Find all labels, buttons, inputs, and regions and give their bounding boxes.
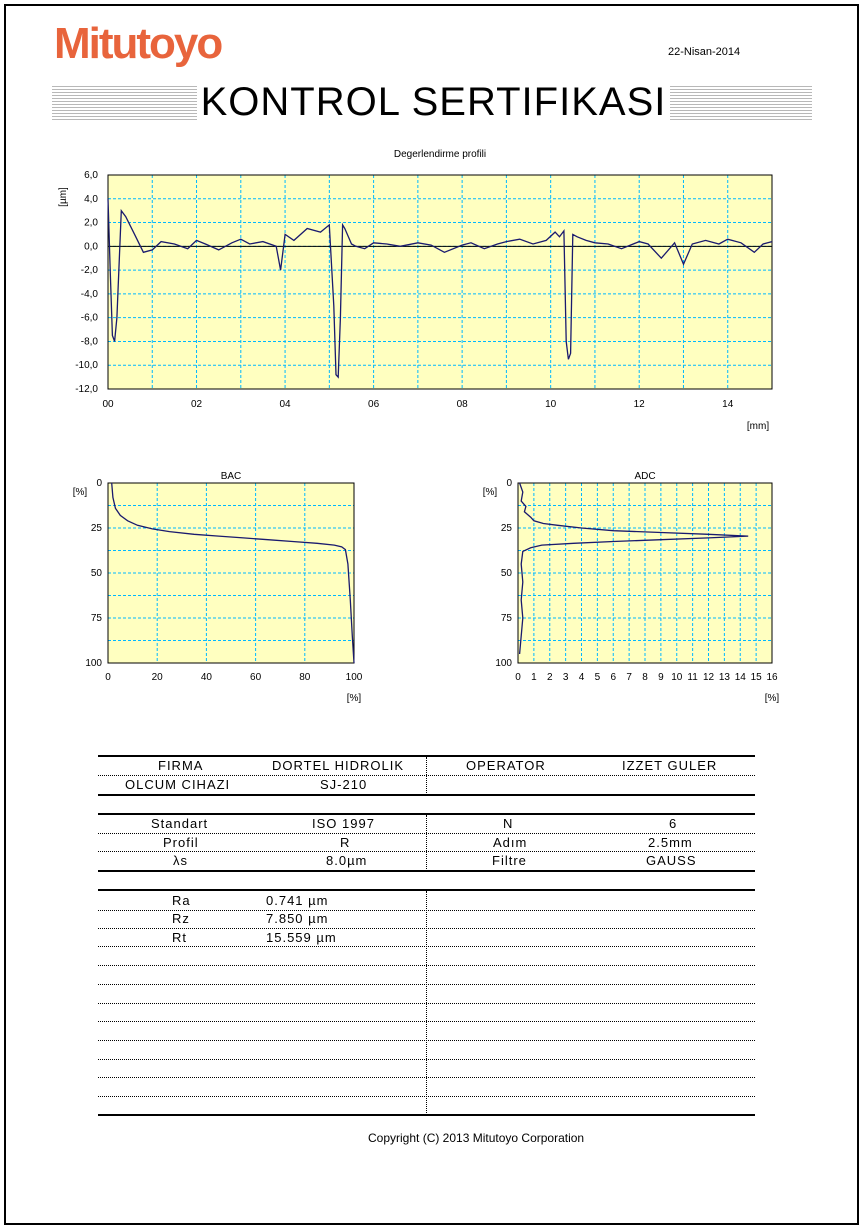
y-tick-label: 100 bbox=[495, 658, 512, 669]
y-tick-label: -6,0 bbox=[80, 312, 98, 324]
lambda-s-label: λs bbox=[173, 853, 188, 868]
chart-title: ADC bbox=[634, 471, 656, 482]
y-tick-label: 50 bbox=[90, 568, 102, 579]
profile-label: Profil bbox=[163, 835, 199, 850]
x-tick-label: 7 bbox=[626, 672, 632, 683]
operator-label: OPERATOR bbox=[466, 758, 546, 773]
x-tick-label: 00 bbox=[102, 399, 114, 410]
x-tick-label: 1 bbox=[531, 672, 537, 683]
copyright-text: Copyright (C) 2013 Mitutoyo Corporation bbox=[368, 1131, 585, 1145]
ra-value: 0.741 µm bbox=[266, 893, 329, 908]
x-tick-label: 5 bbox=[594, 672, 601, 683]
y-tick-label: 0,0 bbox=[84, 241, 98, 253]
rt-label: Rt bbox=[172, 930, 187, 945]
x-tick-label: 60 bbox=[250, 672, 262, 683]
filter-label: Filtre bbox=[492, 853, 527, 868]
operator-value: IZZET GULER bbox=[622, 758, 718, 773]
y-axis-label: [µm] bbox=[58, 187, 69, 207]
y-tick-label: 25 bbox=[90, 523, 102, 534]
y-axis-label: [%] bbox=[482, 487, 498, 498]
x-tick-label: 10 bbox=[545, 399, 557, 410]
plot-area bbox=[108, 175, 772, 389]
rz-value: 7.850 µm bbox=[266, 911, 329, 926]
standard-value: ISO 1997 bbox=[312, 816, 375, 831]
y-tick-label: -2,0 bbox=[80, 265, 98, 277]
x-tick-label: 14 bbox=[722, 399, 734, 410]
y-tick-label: 0 bbox=[506, 478, 512, 489]
x-tick-label: 15 bbox=[750, 672, 762, 683]
firma-value: DORTEL HIDROLIK bbox=[272, 758, 405, 773]
x-tick-label: 40 bbox=[200, 672, 212, 683]
x-tick-label: 3 bbox=[562, 672, 569, 683]
y-tick-label: 100 bbox=[85, 658, 102, 669]
x-tick-label: 14 bbox=[734, 672, 746, 683]
y-axis-label: [%] bbox=[72, 487, 88, 498]
y-tick-label: -8,0 bbox=[80, 336, 98, 348]
x-tick-label: 02 bbox=[190, 399, 203, 410]
step-value: 2.5mm bbox=[648, 835, 693, 850]
table-divider bbox=[426, 891, 427, 1115]
x-axis-label: [%] bbox=[764, 693, 780, 704]
x-axis-label: [%] bbox=[346, 693, 362, 704]
y-tick-label: -12,0 bbox=[75, 384, 98, 395]
table-divider bbox=[426, 757, 427, 795]
x-tick-label: 4 bbox=[578, 672, 585, 683]
ra-label: Ra bbox=[172, 893, 191, 908]
n-value: 6 bbox=[669, 816, 678, 831]
x-tick-label: 06 bbox=[368, 399, 380, 410]
mitutoyo-logo: Mitutoyo bbox=[54, 19, 222, 68]
x-tick-label: 10 bbox=[671, 672, 683, 683]
x-tick-label: 80 bbox=[299, 672, 311, 683]
x-tick-label: 8 bbox=[642, 672, 648, 683]
x-tick-label: 11 bbox=[687, 672, 698, 683]
y-tick-label: 50 bbox=[500, 568, 512, 579]
step-label: Adım bbox=[493, 835, 528, 850]
device-label: OLCUM CIHAZI bbox=[125, 777, 231, 792]
lambda-s-value: 8.0µm bbox=[326, 853, 368, 868]
x-tick-label: 2 bbox=[546, 672, 553, 683]
y-tick-label: 75 bbox=[500, 613, 512, 624]
y-tick-label: 4,0 bbox=[84, 193, 98, 205]
report-date: 22-Nisan-2014 bbox=[668, 46, 741, 58]
device-value: SJ-210 bbox=[320, 777, 368, 792]
standard-label: Standart bbox=[151, 816, 209, 831]
x-tick-label: 12 bbox=[633, 399, 645, 410]
x-tick-label: 9 bbox=[658, 672, 664, 683]
y-tick-label: 6,0 bbox=[84, 170, 98, 181]
x-tick-label: 20 bbox=[151, 672, 163, 683]
filter-value: GAUSS bbox=[646, 853, 697, 868]
x-tick-label: 13 bbox=[718, 672, 730, 683]
x-tick-label: 0 bbox=[515, 672, 521, 683]
x-tick-label: 6 bbox=[610, 672, 617, 683]
x-tick-label: 100 bbox=[345, 672, 363, 683]
y-tick-label: 75 bbox=[90, 613, 102, 624]
x-tick-label: 0 bbox=[105, 672, 111, 683]
y-tick-label: -4,0 bbox=[80, 288, 98, 300]
y-tick-label: 0 bbox=[96, 478, 102, 489]
x-tick-label: 04 bbox=[279, 399, 291, 410]
y-tick-label: 25 bbox=[500, 523, 512, 534]
firma-label: FIRMA bbox=[158, 758, 204, 773]
page-title-text: KONTROL SERTIFIKASI bbox=[197, 80, 671, 124]
rt-value: 15.559 µm bbox=[266, 930, 337, 945]
chart-title: Degerlendirme profili bbox=[393, 149, 487, 160]
chart-title: BAC bbox=[220, 471, 242, 482]
y-tick-label: 2,0 bbox=[84, 217, 98, 229]
x-tick-label: 08 bbox=[456, 399, 468, 410]
table-divider bbox=[426, 815, 427, 871]
x-tick-label: 16 bbox=[766, 672, 778, 683]
rz-label: Rz bbox=[172, 911, 190, 926]
n-label: N bbox=[503, 816, 514, 831]
profile-value: R bbox=[340, 835, 351, 850]
x-tick-label: 12 bbox=[702, 672, 715, 683]
x-axis-label: [mm] bbox=[746, 421, 770, 432]
y-tick-label: -10,0 bbox=[75, 360, 98, 372]
